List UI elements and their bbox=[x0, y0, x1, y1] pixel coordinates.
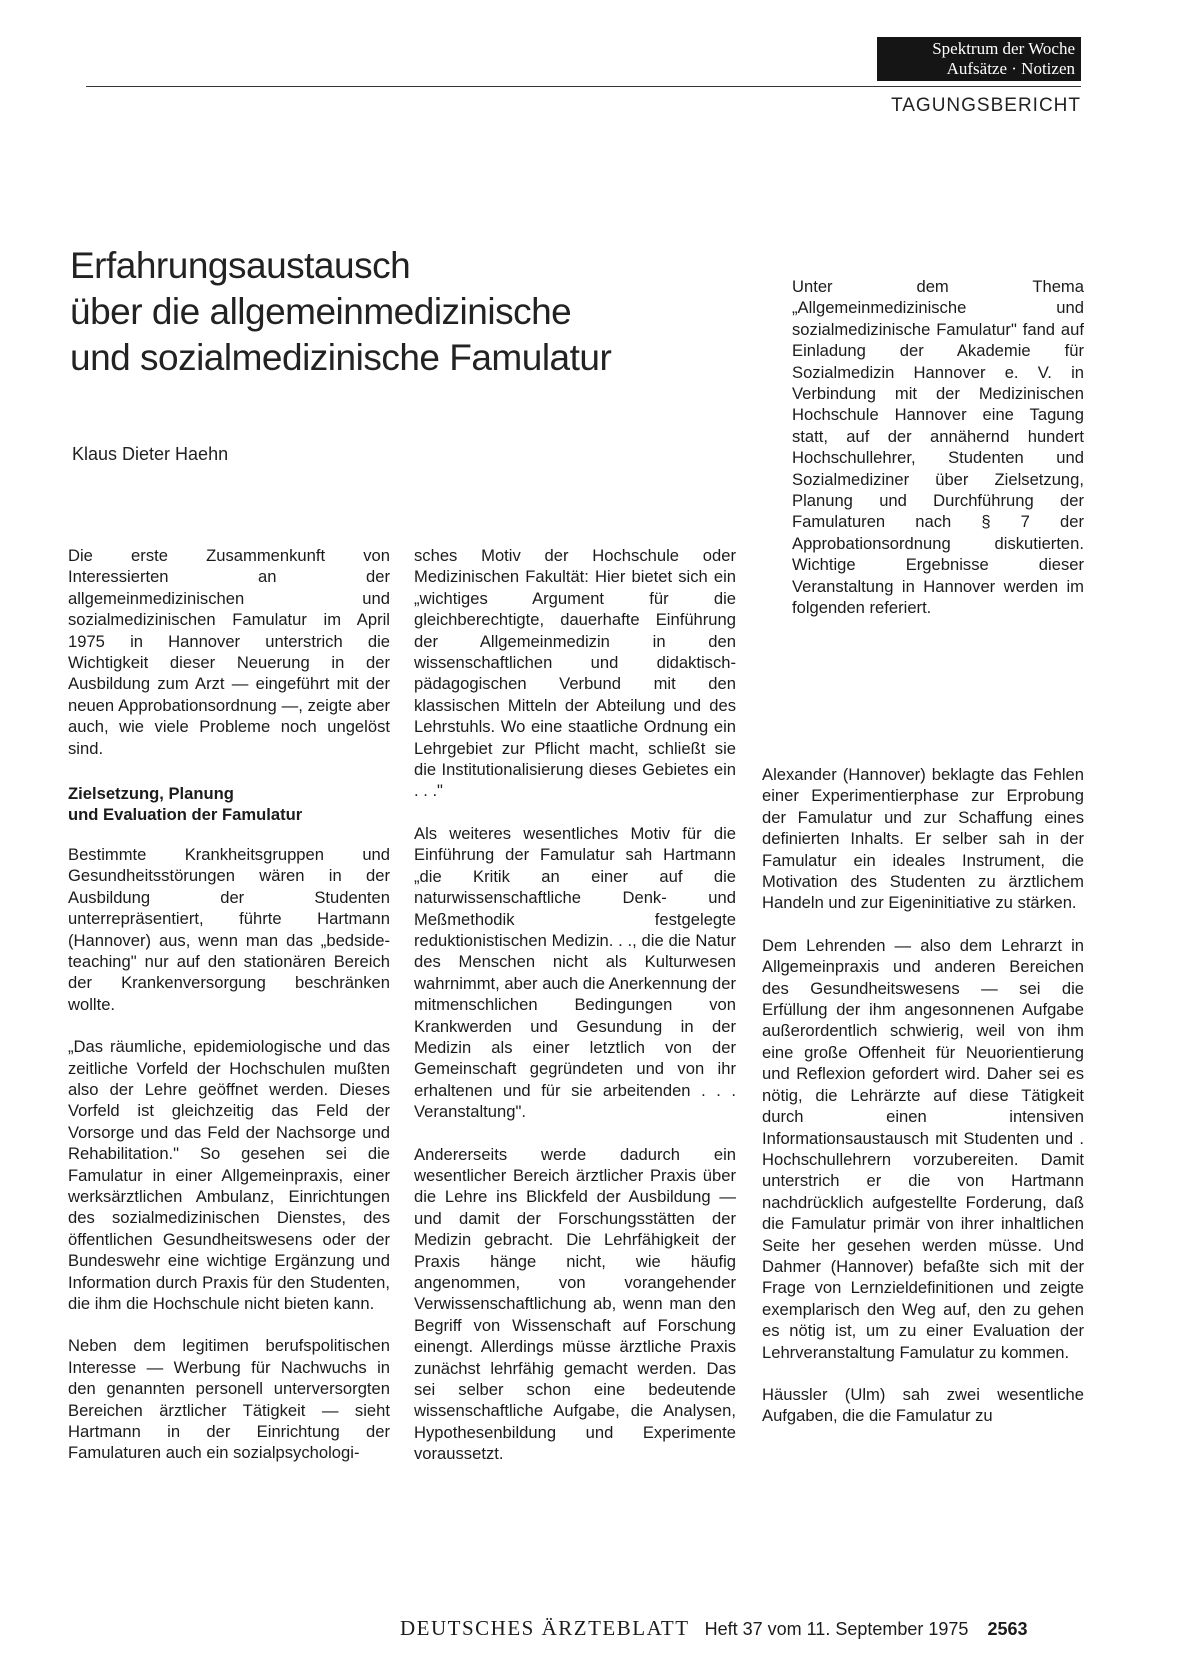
page-footer bbox=[400, 1616, 1027, 1641]
column-1 bbox=[68, 545, 390, 1485]
paragraph: „Das räumliche, epidemiologische und das zeitliche Vorfeld der Hochschulen mußten also der Lehre geöffnet werden. Dieses Vorfeld ist gleichzeitig das Feld der Vorsorge und das Feld der Nachsorge und Rehabilitation." So gesehen sei die Famulatur in einer Allgemeinpraxis, einer werksärztlichen Ambulanz, Einrichtungen des sozialmedizinischen Dienstes, des öffentlichen Gesundheitswesens oder der Bundeswehr eine wichtige Ergänzung und Information durch Praxis für den Studenten, die ihm die Hochschule nicht bieten kann. bbox=[68, 1037, 390, 1313]
title-line-1: Erfahrungsaustausch bbox=[70, 245, 411, 286]
heading-line-2: und Evaluation der Famulatur bbox=[68, 805, 303, 825]
heading-line-1: Zielsetzung, Planung bbox=[68, 784, 234, 804]
section-label: TAGUNGSBERICHT bbox=[891, 95, 1081, 116]
paragraph: Dem Lehrenden — also dem Lehrarzt in Allgemeinpraxis und anderen Bereichen des Gesundheitswesens — sei die Erfüllung der ihm angesonnenen Aufgabe außerordentlich schwierig, weil von ihm eine große Offenheit für Neuorientierung und Reflexion gefordert wird. Daher sei es nötig, die Lehrärzte auf diese Tätigkeit durch einen intensiven Informationsaustausch mit Studenten und . Hochschullehrern vorzubereiten. Damit unterstrich er die von Hartmann nachdrücklich aufgestellte Forderung, daß die Famulatur primär von ihrer inhaltlichen Seite her gesehen werden müsse. Und Dahmer (Hannover) befaßte sich mit der Frage von Lernzieldefinitionen und zeigte exemplarisch den Weg auf, den zu gehen es nötig ist, um zu einer Evaluation der Lehrveranstaltung Famulatur zu kommen. bbox=[762, 935, 1084, 1362]
paragraph: Bestimmte Krankheitsgruppen und Gesundheitsstörungen wären in der Ausbildung der Studenten unterrepräsentiert, führte Hartmann (Hannover) aus, wenn man das „bedside-teaching" nur auf den stationären Bereich der Krankenversorgung beschränken wollte. bbox=[68, 844, 390, 1014]
paragraph: Die erste Zusammenkunft von Interessierten an der allgemeinmedizinischen und sozialmedizinischen Famulatur im April 1975 in Hannover unterstrich die Wichtigkeit dieser Neuerung in der Ausbildung zum Arzt — eingeführt mit der neuen Approbationsordnung —, zeigte aber auch, wie viele Probleme noch ungelöst sind. bbox=[68, 546, 390, 758]
paragraph: Neben dem legitimen berufspolitischen Interesse — Werbung für Nachwuchs in den genannten personell unterversorgten Bereichen ärztlicher Tätigkeit — sieht Hartmann in der Einrichtung der Famulaturen auch ein sozialpsychologi- bbox=[68, 1336, 390, 1463]
journal-name: DEUTSCHES ÄRZTEBLATT bbox=[400, 1616, 690, 1640]
paragraph: Alexander (Hannover) beklagte das Fehlen einer Experimentierphase zur Erprobung der Famulatur und zur Schaffung eines definierten Inhalts. Er selber sah in der Famulatur ein ideales Instrument, die Motivation des Studenten zu ärztlichem Handeln und zur Eigeninitiative zu stärken. bbox=[762, 765, 1084, 913]
author: Klaus Dieter Haehn bbox=[72, 444, 229, 464]
issue-info: Heft 37 vom 11. September 1975 bbox=[704, 1619, 969, 1639]
title-line-3: und sozialmedizinische Famulatur bbox=[70, 337, 612, 378]
paragraph: Als weiteres wesentliches Motiv für die Einführung der Famulatur sah Hartmann „die Kritik an einer auf die naturwissenschaftliche Denk- und Meßmethodik festgelegte reduktionistischen Medizin. . ., die die Natur des Menschen nicht als Kulturwesen wahrnimmt, aber auch die Anerkennung der mitmenschlichen Bedingungen von Krankwerden und Gesundung in der Medizin als einer letztlich von der Gemeinschaft gegründeten und von ihr erhaltenen und für sie arbeitenden . . . Veranstaltung". bbox=[414, 823, 736, 1122]
column-3 bbox=[762, 764, 1084, 1448]
page-number: 2563 bbox=[987, 1619, 1028, 1639]
article-title bbox=[70, 243, 770, 381]
badge-line-1: Spektrum der Woche bbox=[932, 39, 1075, 58]
paragraph: sches Motiv der Hochschule oder Medizinischen Fakultät: Hier bietet sich ein „wichtiges Argument für die gleichberechtigte, dauerhafte Einführung der Allgemeinmedizin in den wissenschaftlichen und didaktisch-pädagogischen Verbund mit den klassischen Mitteln der Abteilung und des Lehrstuhls. Wo eine staatliche Ordnung ein Lehrgebiet zur Pflicht macht, schließt sie die Institutionalisierung dieses Gebietes ein . . ." bbox=[414, 546, 736, 801]
column-2 bbox=[414, 545, 736, 1486]
paragraph: Andererseits werde dadurch ein wesentlicher Bereich ärztlicher Praxis über die Lehre ins Blickfeld der Ausbildung — und damit der Forschungsstätten der Medizin gebracht. Die Lehrfähigkeit der Praxis hänge nicht, wie häufig angenommen, von vorangehender Verwissenschaftlichung ab, wenn man den Begriff von Wissenschaft auf Forschung einengt. Allerdings müsse ärztliche Praxis zunächst lehrfähig gemacht werden. Das sei selber schon eine bedeutende wissenschaftliche Aufgabe, die Analysen, Hypothesenbildung und Experimente voraussetzt. bbox=[414, 1144, 736, 1464]
badge-line-2: Aufsätze · Notizen bbox=[946, 59, 1075, 78]
header-rule bbox=[86, 86, 1081, 87]
paragraph: Häussler (Ulm) sah zwei wesentliche Aufgaben, die die Famulatur zu bbox=[762, 1384, 1084, 1426]
section-heading bbox=[68, 783, 390, 826]
abstract-text: Unter dem Thema „Allgemeinmedizinische und sozialmedizinische Famulatur" fand auf Einladung der Akademie für Sozialmedizin Hannover e. V. in Verbindung mit der Medizinischen Hochschule Hannover eine Tagung statt, auf der annähernd hundert Hochschullehrer, Studenten und Sozialmediziner über Zielsetzung, Planung und Durchführung der Famulaturen nach § 7 der Approbationsordnung diskutierten. Wichtige Ergebnisse dieser Veranstaltung in Hannover werden im folgenden referiert. bbox=[792, 277, 1084, 618]
section-badge bbox=[877, 37, 1081, 81]
abstract bbox=[792, 276, 1084, 640]
title-line-2: über die allgemeinmedizinische bbox=[70, 291, 572, 332]
